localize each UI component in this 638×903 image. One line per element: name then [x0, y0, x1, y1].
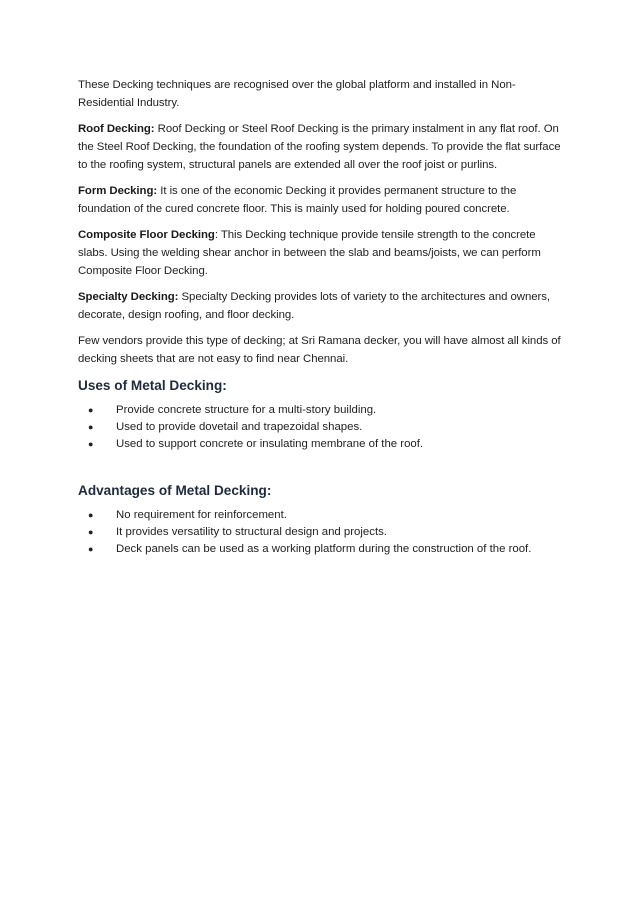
list-item-text: Provide concrete structure for a multi-story building.	[116, 404, 377, 416]
list-item-text: No requirement for reinforcement.	[116, 509, 287, 521]
list-item	[88, 419, 564, 436]
list-item-text: Used to provide dovetail and trapezoidal shapes.	[116, 421, 363, 433]
composite-decking-text: : This Decking technique provide tensile strength to the concrete slabs. Using the welding shear anchor in between the slab and beams/joists, we can perform Composite Floor Decking.	[78, 229, 541, 277]
uses-heading: Uses of Metal Decking:	[78, 378, 227, 393]
list-item	[88, 541, 564, 558]
bullet-icon: ●	[88, 510, 94, 520]
roof-decking-paragraph	[78, 120, 564, 174]
list-item	[88, 436, 564, 453]
list-item	[88, 402, 564, 419]
bullet-icon: ●	[88, 439, 94, 449]
uses-list	[78, 402, 564, 453]
advantages-list	[78, 507, 564, 558]
intro-paragraph: These Decking techniques are recognised over the global platform and installed in Non-Residential Industry.	[78, 79, 516, 109]
bullet-icon: ●	[88, 422, 94, 432]
roof-decking-text: Roof Decking or Steel Roof Decking is the primary instalment in any flat roof. On the Steel Roof Decking, the foundation of the roofing system depends. To provide the flat surface to the roofing system, structural panels are extended all over the roof joist or purlins.	[78, 123, 561, 171]
list-item	[88, 524, 564, 541]
list-item	[88, 507, 564, 524]
list-item-text: Used to support concrete or insulating membrane of the roof.	[116, 438, 424, 450]
bullet-icon: ●	[88, 405, 94, 415]
list-item-text: Deck panels can be used as a working platform during the construction of the roof.	[116, 543, 532, 555]
specialty-decking-lead: Specialty Decking:	[78, 291, 179, 303]
roof-decking-lead: Roof Decking:	[78, 123, 155, 135]
composite-decking-lead: Composite Floor Decking	[78, 229, 215, 241]
composite-decking-paragraph	[78, 226, 564, 280]
bullet-icon: ●	[88, 544, 94, 554]
vendors-paragraph: Few vendors provide this type of decking; at Sri Ramana decker, you will have almost all kinds of decking sheets that are not easy to find near Chennai.	[78, 335, 561, 365]
form-decking-paragraph	[78, 182, 564, 218]
list-item-text: It provides versatility to structural design and projects.	[116, 526, 387, 538]
advantages-heading: Advantages of Metal Decking:	[78, 483, 272, 498]
form-decking-text: It is one of the economic Decking it provides permanent structure to the foundation of the cured concrete floor. This is mainly used for holding poured concrete.	[78, 185, 517, 215]
form-decking-lead: Form Decking:	[78, 185, 158, 197]
specialty-decking-paragraph	[78, 288, 564, 324]
bullet-icon: ●	[88, 527, 94, 537]
specialty-decking-text: Specialty Decking provides lots of variety to the architectures and owners, decorate, design roofing, and floor decking.	[78, 291, 551, 321]
